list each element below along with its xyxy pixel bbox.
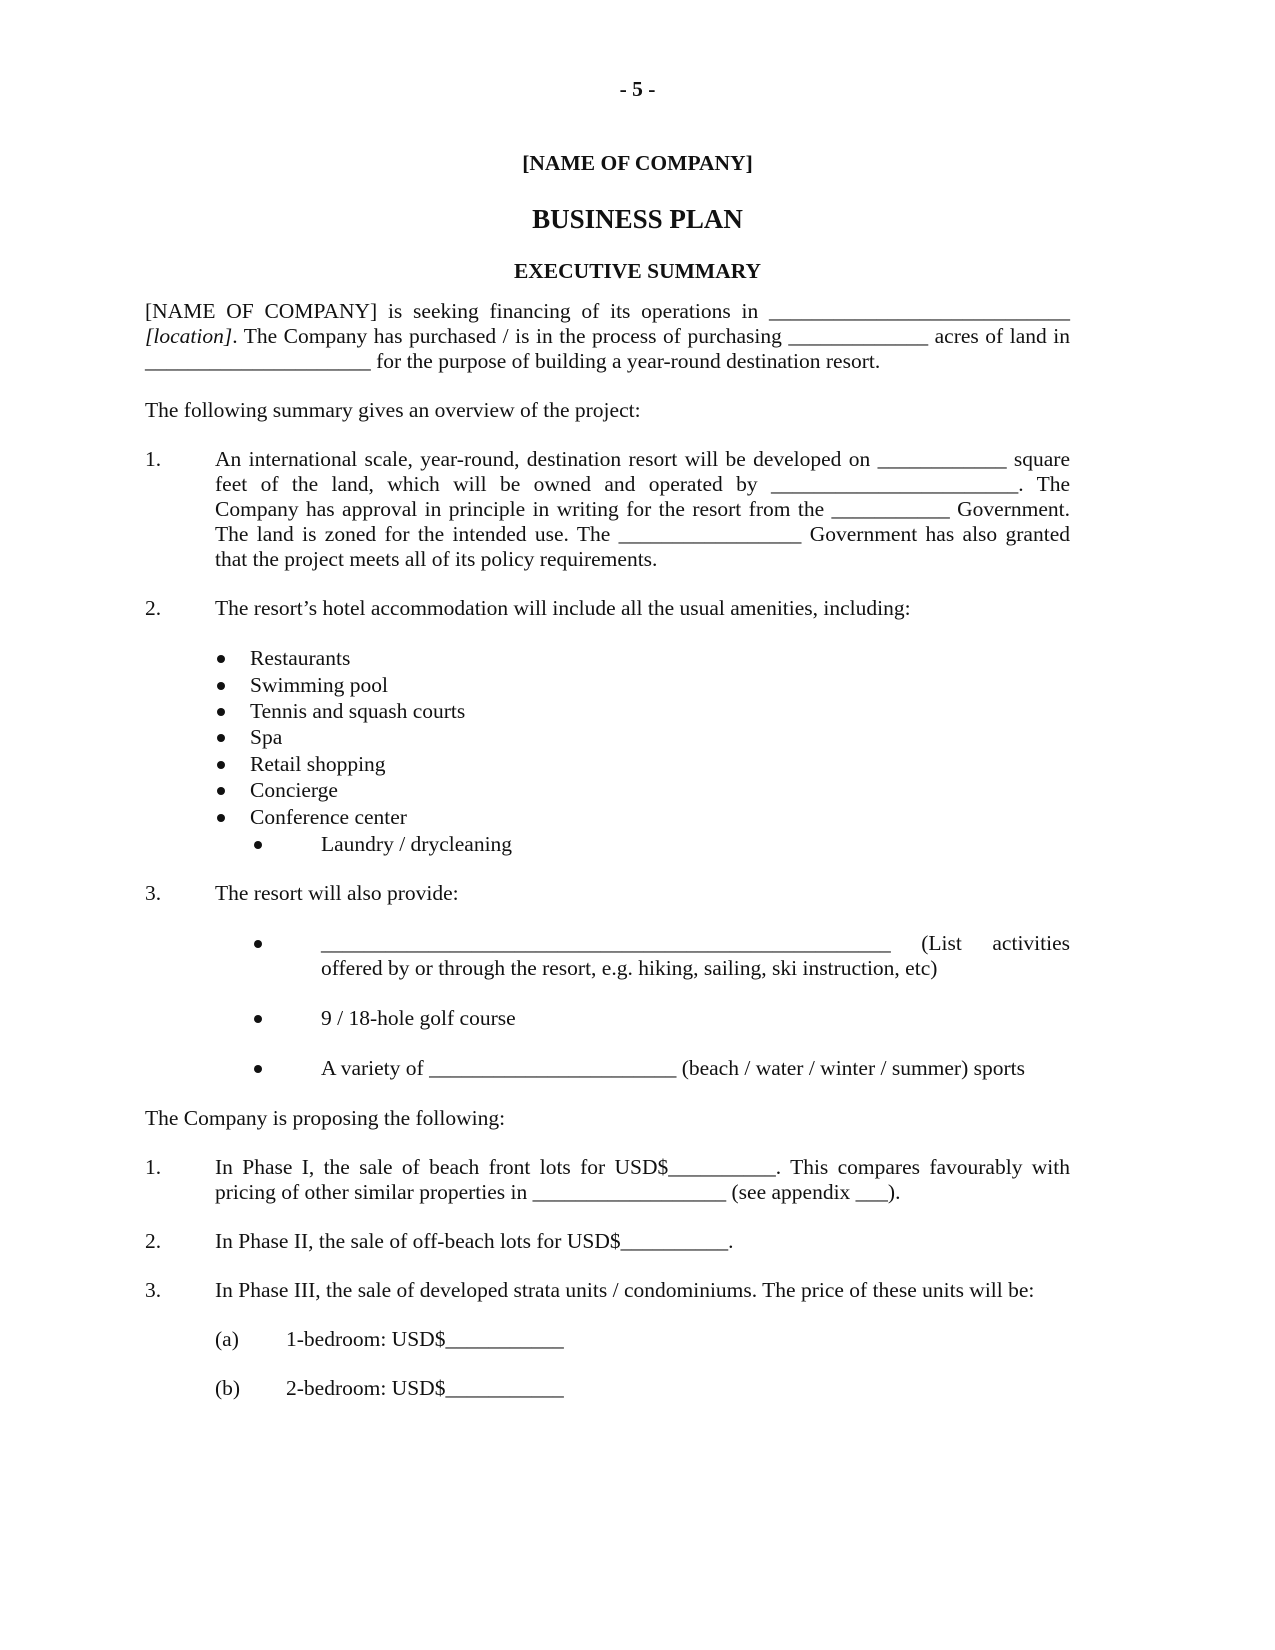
bullet-icon bbox=[217, 761, 225, 769]
bullet-icon bbox=[254, 1065, 262, 1073]
bullet-icon bbox=[217, 787, 225, 795]
overview-intro: The following summary gives an overview of the project: bbox=[145, 398, 641, 422]
sub-item-b-label: (b) bbox=[215, 1376, 241, 1400]
sub-item-b-text: 2-bedroom: USD$___________ bbox=[286, 1376, 564, 1400]
bullet-icon bbox=[254, 940, 262, 948]
activity-bullet-line-2: offered by or through the resort, e.g. hiking, sailing, ski instruction, etc) bbox=[321, 956, 938, 980]
amenity-item: Restaurants bbox=[250, 646, 351, 670]
amenity-item: Spa bbox=[250, 725, 283, 749]
bullet-icon bbox=[217, 734, 225, 742]
item-1-line-1: An international scale, year-round, destination resort will be developed on ____________ square bbox=[215, 447, 1070, 471]
item-1-line-3: Company has approval in principle in writing for the resort from the ___________ Government. bbox=[215, 497, 1070, 521]
proposal-intro: The Company is proposing the following: bbox=[145, 1106, 506, 1130]
amenity-item: Swimming pool bbox=[250, 673, 388, 697]
proposal-1-line-2: pricing of other similar properties in __________________ (see appendix ___). bbox=[215, 1180, 901, 1204]
amenity-item-extra: Laundry / drycleaning bbox=[321, 832, 513, 856]
page-number: - 5 - bbox=[619, 77, 656, 101]
item-3-number: 3. bbox=[145, 881, 162, 905]
intro-line-2 bbox=[145, 323, 1070, 349]
section-heading: EXECUTIVE SUMMARY bbox=[513, 259, 762, 283]
sub-item-a-label: (a) bbox=[215, 1327, 239, 1351]
location-placeholder: [location] bbox=[145, 324, 233, 348]
sub-item-a-text: 1-bedroom: USD$___________ bbox=[286, 1327, 564, 1351]
item-1-number: 1. bbox=[145, 447, 162, 471]
bullet-icon bbox=[217, 708, 225, 716]
amenity-item: Conference center bbox=[250, 805, 407, 829]
bullet-icon bbox=[254, 1015, 262, 1023]
proposal-3-text: In Phase III, the sale of developed strata units / condominiums. The price of these units will be: bbox=[215, 1278, 1035, 1302]
item-3-text: The resort will also provide: bbox=[215, 881, 459, 905]
proposal-1-line-1: In Phase I, the sale of beach front lots for USD$__________. This compares favourably with bbox=[215, 1155, 1070, 1179]
bullet-icon bbox=[254, 841, 262, 849]
proposal-2-text: In Phase II, the sale of off-beach lots for USD$__________. bbox=[215, 1229, 734, 1253]
amenity-item: Tennis and squash courts bbox=[250, 699, 466, 723]
sports-bullet: A variety of _______________________ (beach / water / winter / summer) sports bbox=[321, 1056, 1025, 1080]
golf-bullet: 9 / 18-hole golf course bbox=[321, 1006, 516, 1030]
intro-line-2-text: . The Company has purchased / is in the process of purchasing _____________ acres of land in bbox=[232, 324, 1070, 348]
proposal-3-number: 3. bbox=[145, 1278, 162, 1302]
intro-line-3: _____________________ for the purpose of building a year-round destination resort. bbox=[145, 349, 881, 373]
amenity-item: Retail shopping bbox=[250, 752, 386, 776]
amenity-item: Concierge bbox=[250, 778, 338, 802]
proposal-2-number: 2. bbox=[145, 1229, 162, 1253]
proposal-1-number: 1. bbox=[145, 1155, 162, 1179]
bullet-icon bbox=[217, 682, 225, 690]
item-1-line-4: The land is zoned for the intended use. The _________________ Government has also granted bbox=[215, 522, 1070, 546]
item-2-text: The resort’s hotel accommodation will include all the usual amenities, including: bbox=[215, 596, 911, 620]
company-name-heading: [NAME OF COMPANY] bbox=[522, 151, 753, 175]
item-1-line-2: feet of the land, which will be owned and operated by _______________________. The bbox=[215, 472, 1070, 496]
bullet-icon bbox=[217, 814, 225, 822]
item-1-line-5: that the project meets all of its policy requirements. bbox=[215, 547, 658, 571]
document-title: BUSINESS PLAN bbox=[532, 204, 743, 234]
activity-bullet-line-1: _____________________________________________________ (List activities bbox=[321, 931, 1070, 955]
item-2-number: 2. bbox=[145, 596, 162, 620]
bullet-icon bbox=[217, 655, 225, 663]
intro-line-1: [NAME OF COMPANY] is seeking financing of its operations in ____________________________ bbox=[145, 299, 1070, 323]
